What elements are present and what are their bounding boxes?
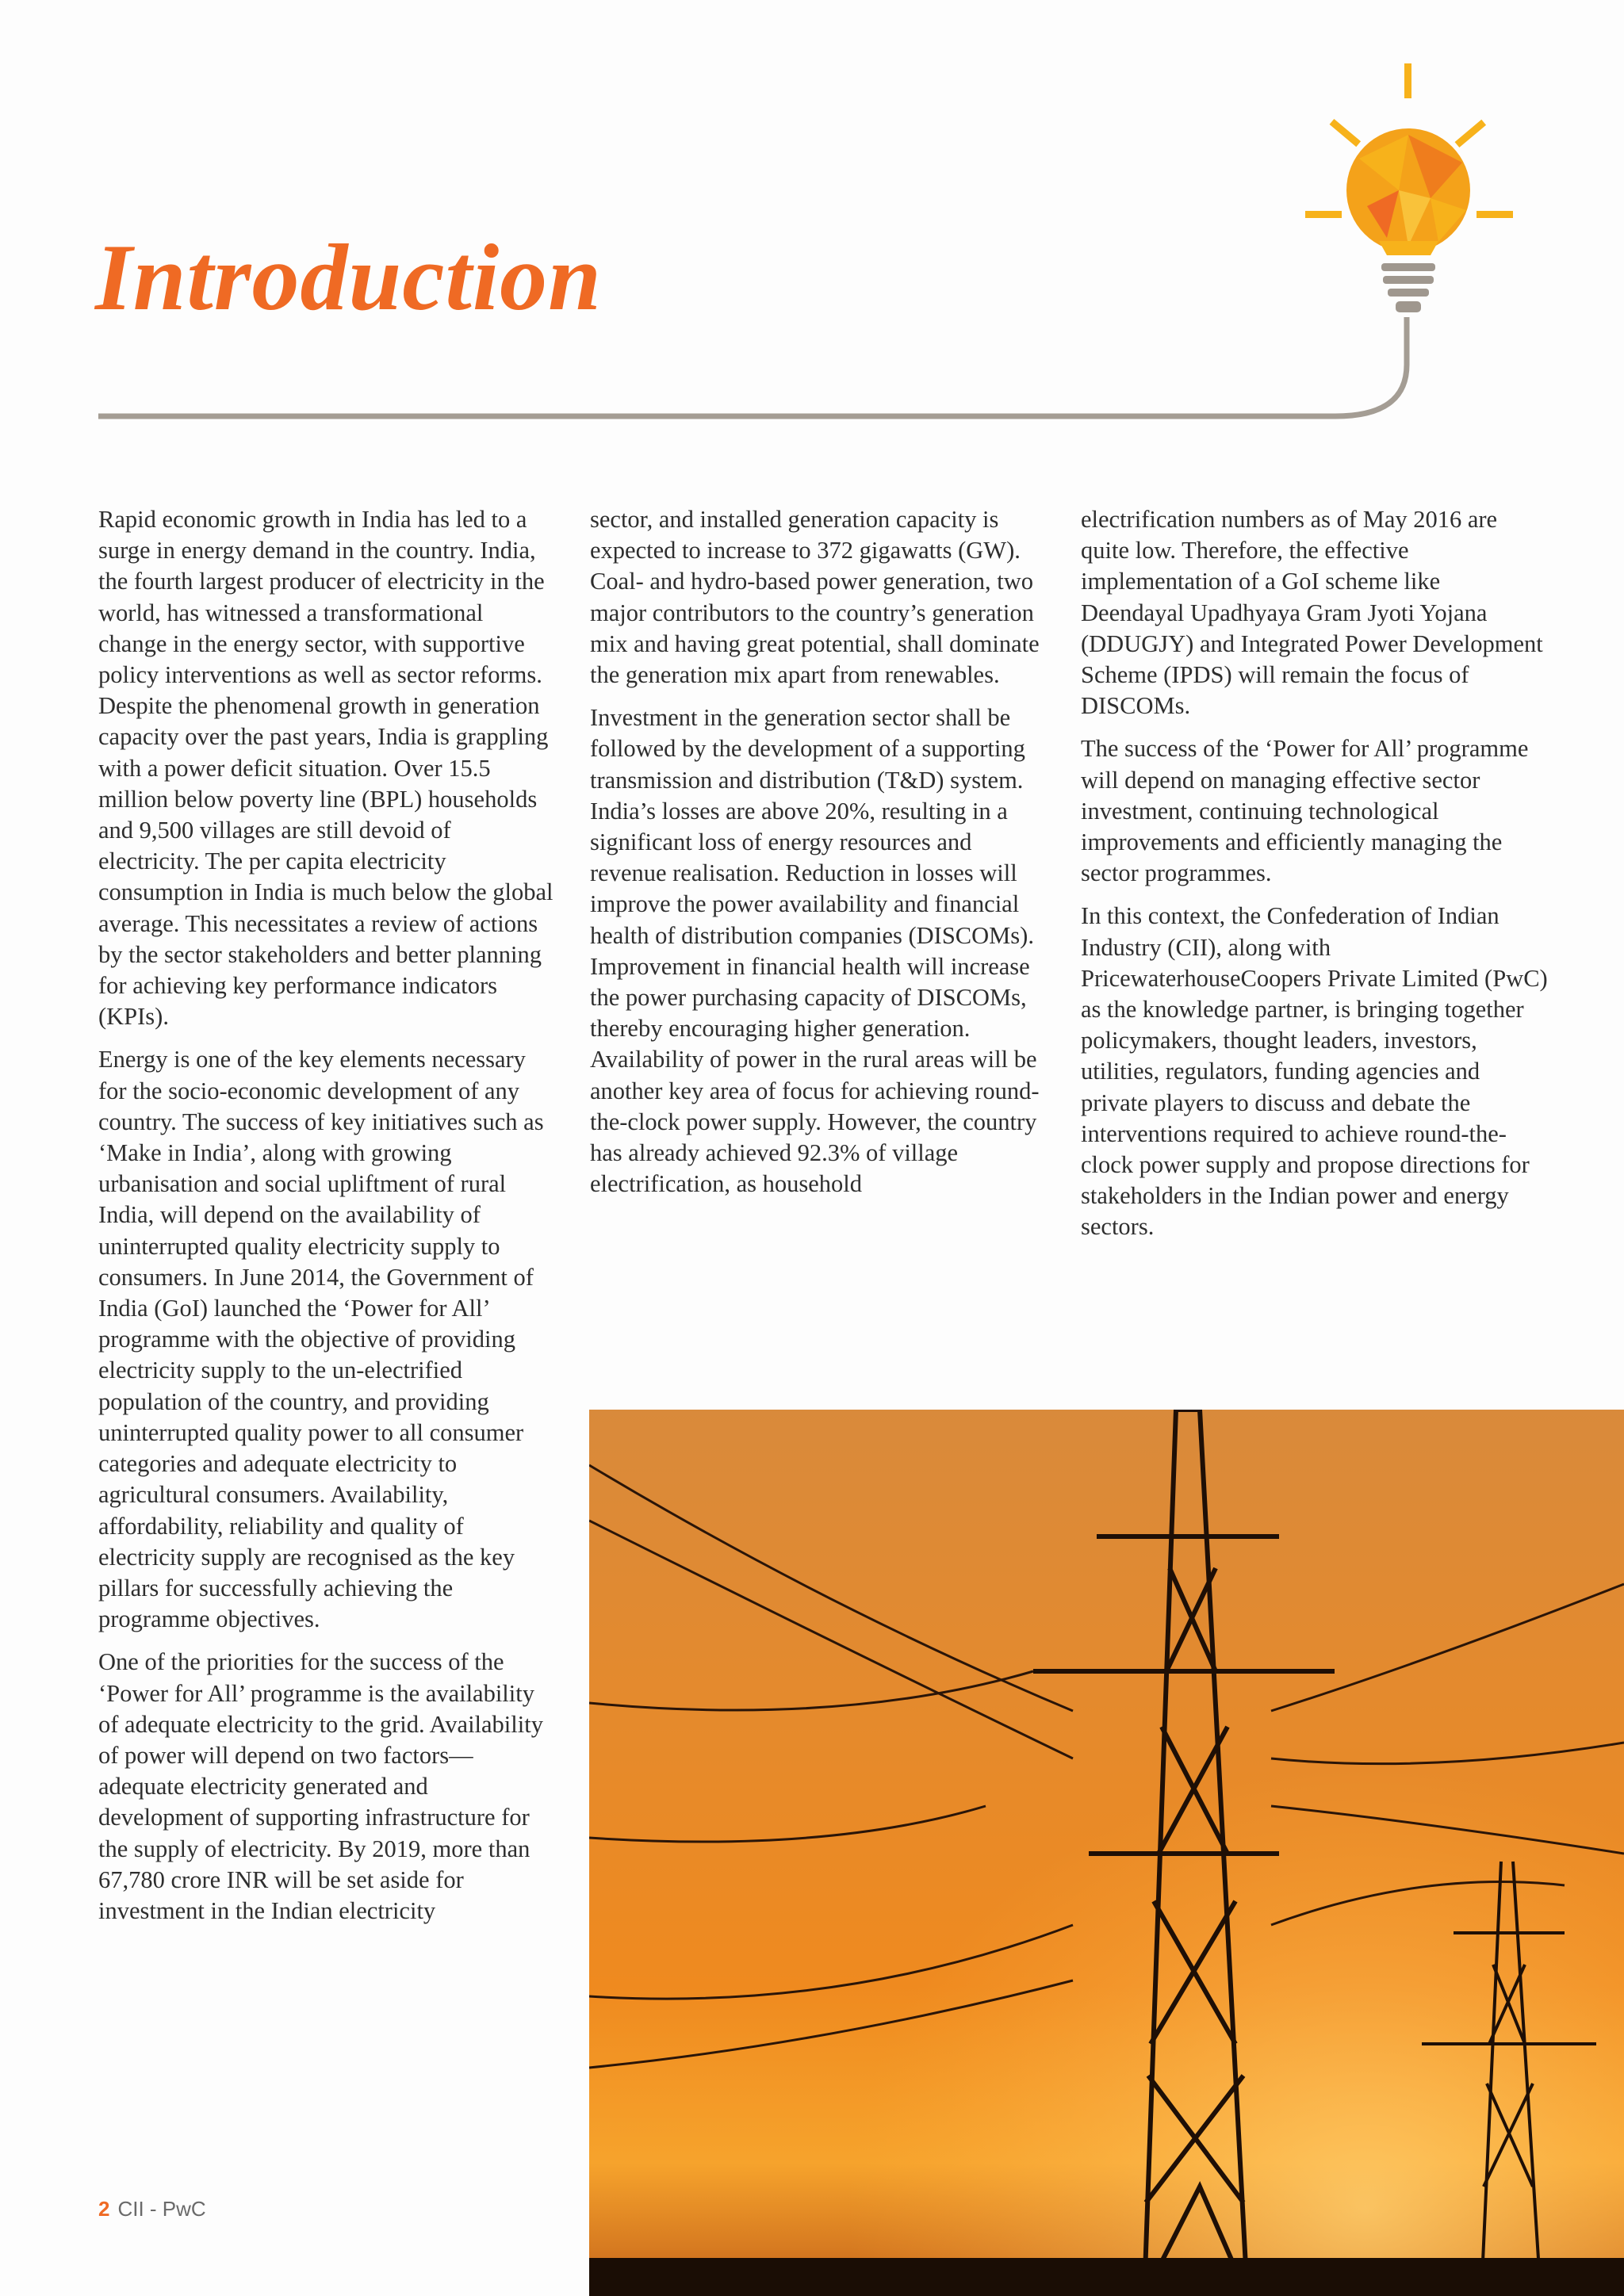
paragraph: The success of the ‘Power for All’ programme will depend on managing effective sector investment, continuing technological improvements and efficiently managing the sector programmes. (1081, 735, 1529, 887)
paragraph: Energy is one of the key elements necessary for the socio-economic development of any country. The success of key initiatives such as ‘Make in India’, along with growing urbanisation and social upliftment of rural India, will depend on the availability of uninterrupted quality electricity supply to consumers. In June 2014, the Government of India (GoI) launched the ‘Power for All’ programme with the objective of providing electricity supply to the un-electrified population of the country, and providing uninterrupted quality power to all consumer categories and adequate electricity to agricultural consumers. Availability, affordability, reliability and quality of electricity supply are recognised as the key pillars for successfully achieving the programme objectives. (98, 1046, 544, 1633)
title-underline-with-lightbulb (98, 48, 1605, 436)
lightbulb-icon (1305, 63, 1513, 312)
page-number: 2 (98, 2197, 110, 2221)
page-title: Introduction (95, 224, 602, 330)
paragraph: Rapid economic growth in India has led to a surge in energy demand in the country. India, the fourth largest producer of electricity in the world, has witnessed a transformational change in the energy sector, with supportive policy interventions as well as sector reforms. Despite the phenomenal growth in generation capacity over the past years, India is grappling with a power deficit situation. Over 15.5 million below poverty line (BPL) households and 9,500 villages are still devoid of electricity. The per capita electricity consumption in India is much below the global average. This necessitates a review of actions by the sector stakeholders and better planning for achieving key performance indicators (KPIs). (98, 506, 553, 1031)
paragraph: Investment in the generation sector shall be followed by the development of a supporting transmission and distribution (T&D) system. India’s losses are above 20%, resulting in a significant loss of energy resources and revenue realisation. Reduction in losses will improve the power availability and financial health of distribution companies (DISCOMs). Improvement in financial health will increase the power purchasing capacity of DISCOMs, thereby encouraging higher generation. Availability of power in the rural areas will be another key area of focus for achieving round-the-clock power supply. However, the country has already achieved 92.3% of village electrification, as household (590, 704, 1040, 1198)
title-underline (98, 317, 1407, 416)
power-towers-photo (589, 1410, 1624, 2296)
text-column-2 (590, 504, 1046, 1211)
publisher-label: CII - PwC (117, 2197, 206, 2221)
paragraph: One of the priorities for the success of the ‘Power for All’ programme is the availability of adequate electricity to the grid. Availability of power will depend on two factors—adequate electricity generated and development of supporting infrastructure for the supply of electricity. By 2019, more than 67,780 crore INR will be set aside for investment in the Indian electricity (98, 1648, 543, 1924)
paragraph: sector, and installed generation capacity is expected to increase to 372 gigawatts (GW). Coal- and hydro-based power generation, two major contributors to the country’s generation mix and having great potential, shall dominate the generation mix apart from renewables. (590, 506, 1040, 689)
page-footer (98, 2197, 206, 2221)
paragraph: electrification numbers as of May 2016 are quite low. Therefore, the effective implementation of a GoI scheme like Deendayal Upadhyaya Gram Jyoti Yojana (DDUGJY) and Integrated Power Development Scheme (IPDS) will remain the focus of DISCOMs. (1081, 506, 1543, 720)
text-column-3 (1081, 504, 1549, 1255)
paragraph: In this context, the Confederation of Indian Industry (CII), along with PricewaterhouseCoopers Private Limited (PwC) as the knowledge partner, is bringing together policymakers, thought leaders, investors, utilities, regulators, funding agencies and private players to discuss and debate the interventions required to achieve round-the-clock power supply and propose directions for stakeholders in the Indian power and energy sectors. (1081, 902, 1548, 1241)
text-column-1 (98, 504, 554, 1938)
